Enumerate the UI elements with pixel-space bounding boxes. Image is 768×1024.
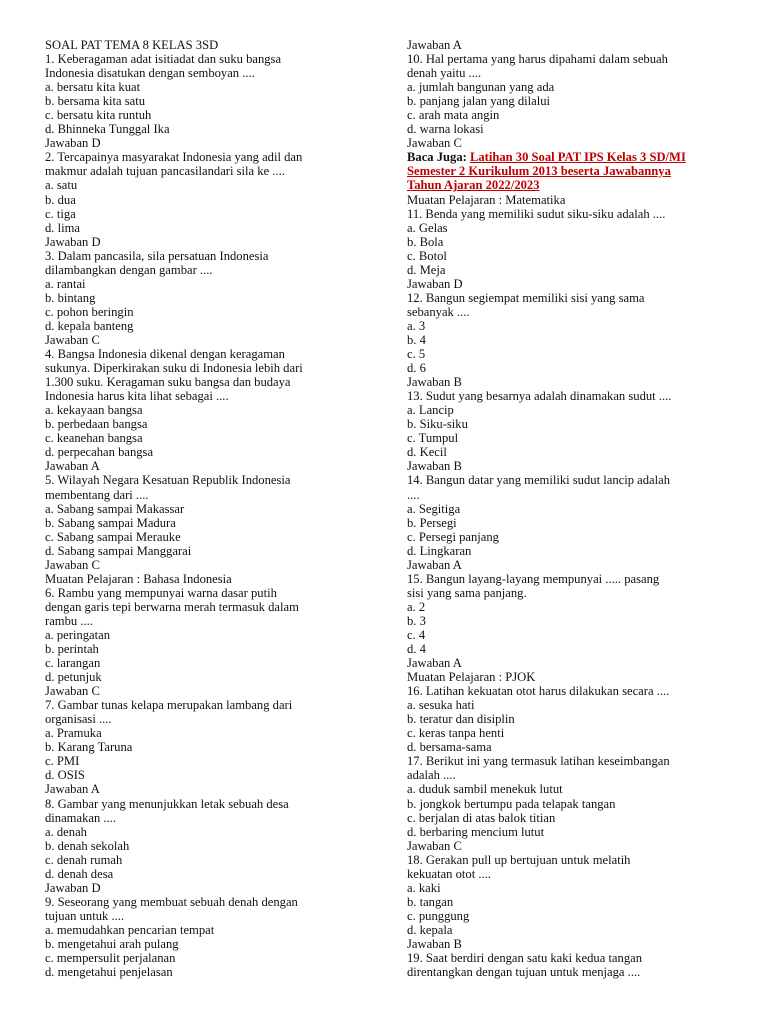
text-line: a. Lancip [407, 403, 454, 418]
text-line: d. lima [45, 220, 80, 235]
text-line: b. Persegi [407, 515, 457, 530]
text-line: Jawaban A [407, 656, 462, 671]
left-column [45, 38, 363, 979]
text-line: dengan garis tepi berwarna merah termasuk dalam [45, 599, 299, 614]
text-line: a. bersatu kita kuat [45, 80, 141, 95]
text-line: d. OSIS [45, 768, 85, 783]
text-line: d. 6 [407, 361, 426, 376]
right-column [407, 38, 729, 979]
text-line: Muatan Pelajaran : PJOK [407, 670, 536, 685]
text-line: c. tiga [45, 206, 76, 221]
text-line: Jawaban B [407, 459, 462, 474]
text-line: a. denah [45, 824, 87, 839]
text-line: a. Sabang sampai Makassar [45, 501, 185, 516]
text-line: a. memudahkan pencarian tempat [45, 922, 215, 937]
text-line: d. Sabang sampai Manggarai [45, 543, 192, 558]
text-line: Jawaban D [45, 234, 101, 249]
text-line: Jawaban A [45, 459, 100, 474]
text-line: sebanyak .... [407, 304, 470, 319]
text-line: d. Meja [407, 262, 446, 277]
text-line: d. perpecahan bangsa [45, 445, 154, 460]
text-line: b. 3 [407, 613, 426, 628]
text-line: b. teratur dan disiplin [407, 712, 515, 727]
text-line: d. warna lokasi [407, 122, 484, 137]
text-line: a. Gelas [407, 220, 448, 235]
text-line: c. arah mata angin [407, 108, 500, 123]
text-line: Jawaban D [45, 880, 101, 895]
text-line: b. bersama kita satu [45, 94, 146, 109]
text-line: d. denah desa [45, 866, 114, 881]
text-line: a. satu [45, 178, 78, 193]
baca-juga-block [407, 150, 729, 192]
text-line: c. keras tanpa henti [407, 726, 505, 741]
text-line: Jawaban C [45, 684, 100, 699]
text-line: 14. Bangun datar yang memiliki sudut lancip adalah [407, 473, 671, 488]
text-line: c. Botol [407, 248, 447, 263]
text-line: b. Bola [407, 234, 444, 249]
right-question-list-bottom [407, 193, 729, 980]
text-line: 8. Gambar yang menunjukkan letak sebuah desa [45, 796, 289, 811]
text-line: Muatan Pelajaran : Bahasa Indonesia [45, 571, 232, 586]
text-line: c. berjalan di atas balok titian [407, 810, 556, 825]
baca-juga-label: Baca Juga: [407, 150, 470, 165]
text-line: d. Kecil [407, 445, 447, 460]
text-line: a. duduk sambil menekuk lutut [407, 782, 563, 797]
text-line: d. kepala [407, 922, 453, 937]
text-line: Jawaban A [407, 38, 462, 52]
text-line: 17. Berikut ini yang termasuk latihan keseimbangan [407, 754, 670, 769]
text-line: dinamakan .... [45, 810, 116, 825]
text-line: membentang dari .... [45, 487, 149, 502]
text-line: 15. Bangun layang-layang mempunyai ..... pasang [407, 571, 660, 586]
text-line: Jawaban B [407, 937, 462, 951]
text-line: c. 5 [407, 347, 426, 362]
text-line: a. 3 [407, 318, 426, 333]
text-line: Jawaban D [45, 136, 101, 151]
text-line: b. Siku-siku [407, 417, 468, 432]
baca-juga-link-line-3[interactable]: Tahun Ajaran 2022/2023 [407, 178, 540, 193]
text-line: a. Pramuka [45, 726, 102, 741]
text-line: direntangkan dengan tujuan untuk menjaga .... [407, 965, 641, 980]
text-line: 13. Sudut yang besarnya adalah dinamakan sudut .... [407, 389, 672, 404]
text-line: d. petunjuk [45, 670, 102, 685]
text-line: d. berbaring mencium lutut [407, 824, 545, 839]
text-line: b. 4 [407, 332, 426, 347]
text-line: d. 4 [407, 642, 426, 657]
text-line: c. keanehan bangsa [45, 431, 143, 446]
text-line: 4. Bangsa Indonesia dikenal dengan keragaman [45, 347, 285, 362]
text-line: d. kepala banteng [45, 318, 134, 333]
text-line: adalah .... [407, 768, 456, 783]
text-line: a. 2 [407, 599, 426, 614]
text-line: Jawaban C [45, 332, 100, 347]
text-line: b. denah sekolah [45, 838, 130, 853]
text-line: c. denah rumah [45, 852, 123, 867]
baca-juga-link-line-2[interactable]: Semester 2 Kurikulum 2013 beserta Jawabannya [407, 164, 671, 179]
text-line: tujuan untuk .... [45, 908, 125, 923]
text-line: Muatan Pelajaran : Matematika [407, 192, 566, 207]
text-line: c. mempersulit perjalanan [45, 951, 176, 966]
text-line: Jawaban B [407, 375, 462, 390]
text-line: 6. Rambu yang mempunyai warna dasar putih [45, 585, 277, 600]
text-line: kekuatan otot .... [407, 866, 491, 881]
text-line: Jawaban C [407, 136, 462, 151]
text-line: dilambangkan dengan gambar .... [45, 262, 213, 277]
text-line: b. perintah [45, 642, 99, 657]
text-line: Jawaban D [407, 276, 463, 291]
text-line: b. dua [45, 192, 76, 207]
text-line: denah yaitu .... [407, 66, 482, 81]
text-line: c. Persegi panjang [407, 529, 499, 544]
text-line: 9. Seseorang yang membuat sebuah denah dengan [45, 894, 298, 909]
text-line: organisasi .... [45, 712, 112, 727]
text-line: Jawaban A [45, 782, 100, 797]
text-line: a. peringatan [45, 627, 111, 642]
text-line: a. jumlah bangunan yang ada [407, 80, 555, 95]
text-line: b. tangan [407, 894, 454, 909]
text-line: a. sesuka hati [407, 698, 475, 713]
text-line: 1.300 suku. Keragaman suku bangsa dan budaya [45, 375, 291, 390]
text-line: sisi yang sama panjang. [407, 585, 527, 600]
text-line: d. Lingkaran [407, 543, 472, 558]
text-line: Jawaban C [407, 838, 462, 853]
text-line: 7. Gambar tunas kelapa merupakan lambang dari [45, 698, 293, 713]
text-line: b. bintang [45, 290, 96, 305]
text-line: Indonesia disatukan dengan semboyan .... [45, 66, 255, 81]
text-line: sukunya. Diperkirakan suku di Indonesia lebih dari [45, 361, 303, 376]
text-line: c. Tumpul [407, 431, 459, 446]
baca-juga-link-line-1[interactable]: Latihan 30 Soal PAT IPS Kelas 3 SD/MI [469, 150, 686, 165]
text-line: a. kaki [407, 880, 441, 895]
text-line: d. Bhinneka Tunggal Ika [45, 122, 170, 137]
text-line: 2. Tercapainya masyarakat Indonesia yang adil dan [45, 150, 303, 165]
text-line: 18. Gerakan pull up bertujuan untuk melatih [407, 852, 631, 867]
text-line: c. bersatu kita runtuh [45, 108, 152, 123]
text-line: rambu .... [45, 613, 93, 628]
text-line: d. mengetahui penjelasan [45, 965, 173, 980]
text-line: c. larangan [45, 656, 101, 671]
text-line: Indonesia harus kita lihat sebagai .... [45, 389, 229, 404]
text-line: c. 4 [407, 627, 426, 642]
text-line: a. rantai [45, 276, 86, 291]
left-question-list [45, 52, 363, 979]
text-line: a. kekayaan bangsa [45, 403, 143, 418]
text-line: 1. Keberagaman adat isitiadat dan suku bangsa [45, 52, 282, 67]
right-question-list-top [407, 38, 729, 150]
text-line: b. jongkok bertumpu pada telapak tangan [407, 796, 616, 811]
text-line: c. punggung [407, 908, 470, 923]
text-line: 12. Bangun segiempat memiliki sisi yang sama [407, 290, 645, 305]
text-line: b. Sabang sampai Madura [45, 515, 176, 530]
text-line: a. Segitiga [407, 501, 461, 516]
text-line: b. mengetahui arah pulang [45, 937, 179, 951]
document-title: SOAL PAT TEMA 8 KELAS 3SD [45, 38, 219, 52]
text-line: c. pohon beringin [45, 304, 134, 319]
text-line: d. bersama-sama [407, 740, 492, 755]
text-line: c. Sabang sampai Merauke [45, 529, 181, 544]
text-line: 11. Benda yang memiliki sudut siku-siku adalah .... [407, 206, 666, 221]
text-line: b. Karang Taruna [45, 740, 133, 755]
text-line: b. perbedaan bangsa [45, 417, 148, 432]
text-line: 19. Saat berdiri dengan satu kaki kedua tangan [407, 951, 643, 966]
text-line: Jawaban C [45, 557, 100, 572]
text-line: 16. Latihan kekuatan otot harus dilakukan secara .... [407, 684, 670, 699]
text-line: .... [407, 487, 420, 502]
text-line: Jawaban A [407, 557, 462, 572]
text-line: b. panjang jalan yang dilalui [407, 94, 551, 109]
text-line: 10. Hal pertama yang harus dipahami dalam sebuah [407, 52, 668, 67]
text-line: 5. Wilayah Negara Kesatuan Republik Indonesia [45, 473, 291, 488]
text-line: c. PMI [45, 754, 80, 769]
text-line: makmur adalah tujuan pancasilandari sila ke .... [45, 164, 285, 179]
text-line: 3. Dalam pancasila, sila persatuan Indonesia [45, 248, 269, 263]
